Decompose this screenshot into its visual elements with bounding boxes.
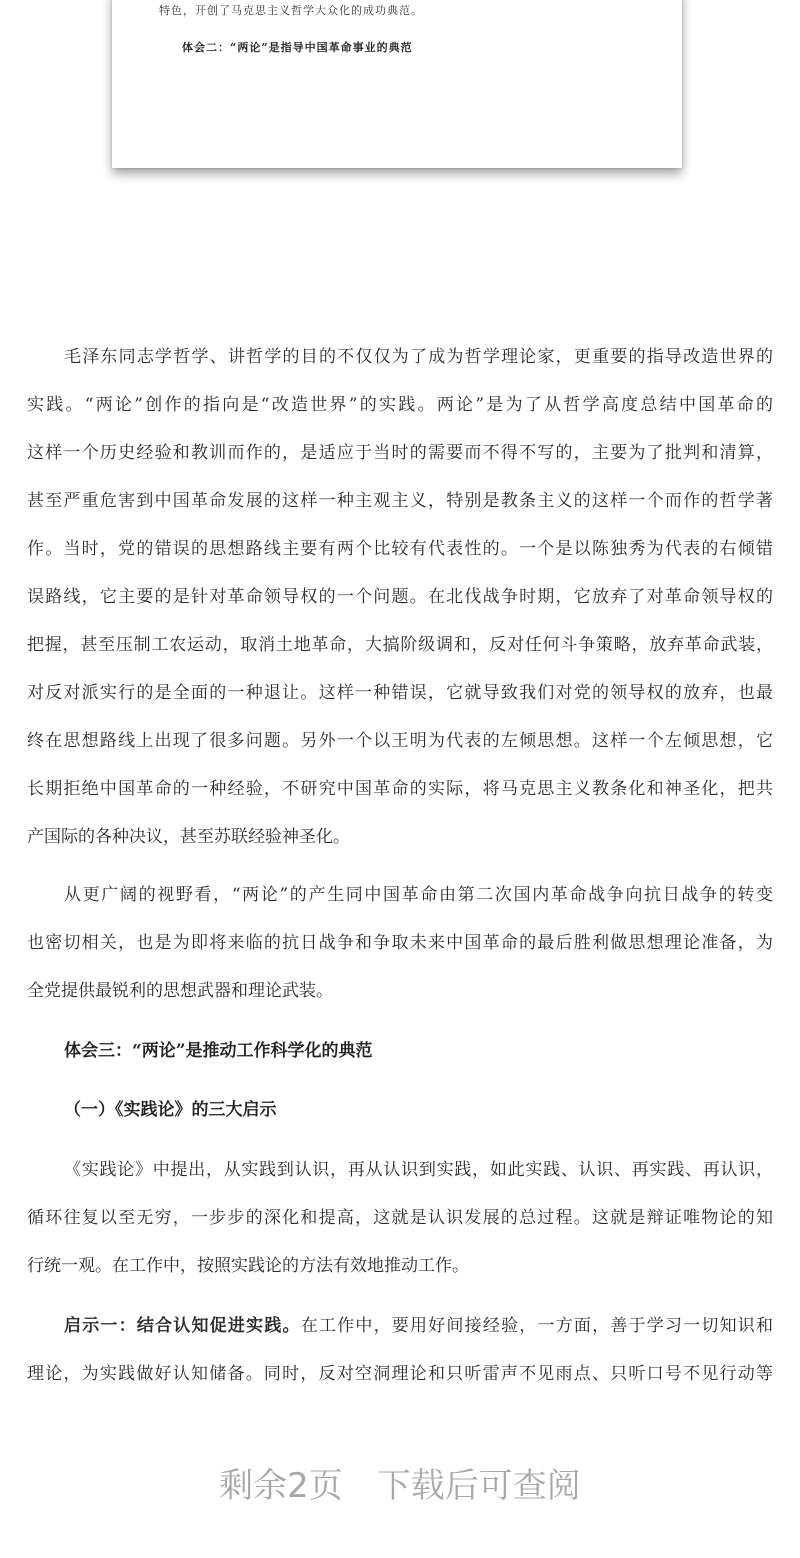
text-line: 甚至严重危害到中国革命发展的这样一种主观主义，特别是教条主义的这样一个而作的哲学著 — [27, 491, 773, 511]
text-line: 把握，甚至压制工农运动，取消土地革命，大搞阶级调和，反对任何斗争策略，放弃革命武装， — [27, 635, 773, 655]
text-line: 这样一个历史经验和教训而作的，是适应于当时的需要而不得不写的，主要为了批判和清算， — [27, 443, 773, 463]
text-line: 也密切相关，也是为即将来临的抗日战争和争取未来中国革命的最后胜利做思想理论准备，为 — [27, 933, 773, 953]
preview-text-line: 特色，开创了马克思主义哲学大众化的成功典范。 — [159, 4, 423, 17]
text-line — [64, 1314, 773, 1338]
text-line: 终在思想路线上出现了很多问题。另外一个以王明为代表的左倾思想。这样一个左倾思想，它 — [27, 731, 773, 751]
text-line: 实践。“两论”创作的指向是“改造世界”的实践。两论”是为了从哲学高度总结中国革命的 — [27, 395, 773, 415]
text-line: 产国际的各种决议，甚至苏联经验神圣化。 — [27, 827, 350, 847]
preview-heading: 体会二：“两论”是指导中国革命事业的典范 — [182, 41, 413, 54]
text-line: 《实践论》中提出，从实践到认识，再从认识到实践，如此实践、认识、再实践、再认识， — [64, 1160, 773, 1180]
text-line: 长期拒绝中国革命的一种经验，不研究中国革命的实际，将马克思主义教条化和神圣化，把共 — [27, 779, 773, 799]
bold-lead: 启示一：结合认知促进实践。 — [64, 1316, 301, 1336]
text-line: 对反对派实行的是全面的一种退让。这样一种错误，它就导致我们对党的领导权的放弃，也最 — [27, 683, 773, 703]
text-line: 从更广阔的视野看，“两论”的产生同中国革命由第二次国内革命战争向抗日战争的转变 — [64, 885, 773, 905]
text-line: 作。当时，党的错误的思想路线主要有两个比较有代表性的。一个是以陈独秀为代表的右倾错 — [27, 539, 773, 559]
text-span: 在工作中，要用好间接经验，一方面，善于学习一切知识和 — [300, 1316, 774, 1336]
text-line: 理论，为实践做好认知储备。同时，反对空洞理论和只听雷声不见雨点、只听口号不见行动等 — [27, 1364, 773, 1384]
text-line: 毛泽东同志学哲学、讲哲学的目的不仅仅为了成为哲学理论家，更重要的指导改造世界的 — [64, 347, 773, 367]
remaining-pages-notice[interactable]: 剩余2页 下载后可查阅 — [219, 1466, 581, 1506]
text-line: 误路线，它主要的是针对革命领导权的一个问题。在北伐战争时期，它放弃了对革命领导权的 — [27, 587, 773, 607]
text-line: 循环往复以至无穷，一步步的深化和提高，这就是认识发展的总过程。这就是辩证唯物论的知 — [27, 1208, 773, 1228]
text-line: 行统一观。在工作中，按照实践论的方法有效地推动工作。 — [27, 1256, 469, 1276]
subsection-heading: （一）《实践论》的三大启示 — [64, 1100, 277, 1120]
text-line: 全党提供最锐利的思想武器和理论武装。 — [27, 981, 333, 1001]
document-preview-page — [112, 0, 682, 168]
section-heading: 体会三：“两论”是推动工作科学化的典范 — [64, 1041, 373, 1061]
